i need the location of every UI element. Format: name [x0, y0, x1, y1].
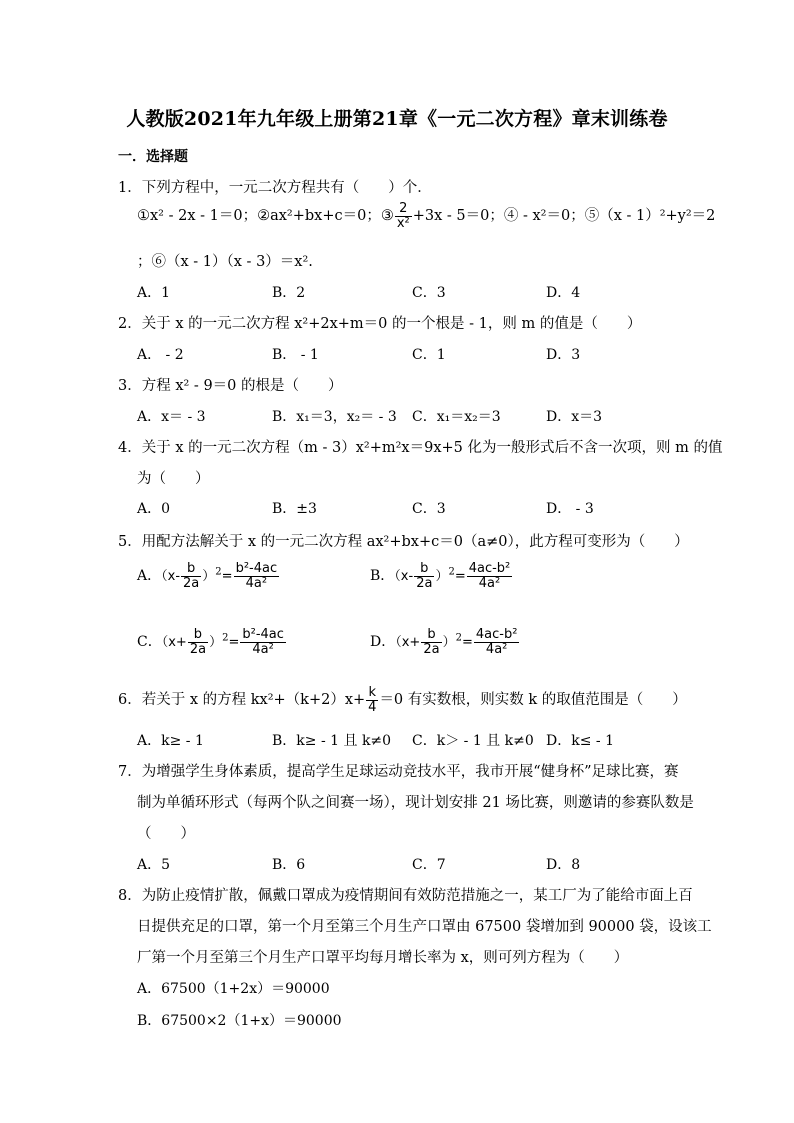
q5-b-pre: （x- [394, 569, 414, 585]
q5-b-frac [414, 562, 434, 590]
question-1-line-1 [137, 202, 715, 230]
q5-c-post: ） [209, 635, 223, 651]
q5-a-den: 2a [183, 575, 200, 591]
question-4-stem: 4．关于 x 的一元二次方程（m - 3）x²+m²x＝9x+5 化为一般形式后不含一次项，则 m 的值 [118, 440, 723, 456]
q6-option-d[interactable]: D．k≤ - 1 [546, 733, 614, 749]
q5-d-post: ） [442, 635, 456, 651]
q1-option-c[interactable]: C．3 [412, 285, 446, 301]
question-4-stem-2: 为（ ） [137, 471, 210, 487]
q3-option-c[interactable]: C．x₁＝x₂＝3 [412, 409, 501, 425]
q5-c-pre: （x+ [161, 635, 187, 651]
q5-c-frac [188, 628, 208, 656]
q5-option-a[interactable]: A．（x- $\frac{b}{2a}$ ）$^2$= $\frac{\text{b²-4ac}}{\text{4a²}}$ [137, 561, 278, 591]
q5-c-label: C． [137, 634, 162, 651]
q1-option-a[interactable]: A．1 [137, 285, 171, 301]
q5-c-rnum: b²-4ac [242, 627, 284, 642]
q5-option-b[interactable]: B．（x- $\frac{b}{2a}$ ）$^2$= $\frac{\text{4ac-b²}}{\text{4a²}}$ [370, 561, 511, 591]
question-7-line-2: 制为单循环形式（每两个队之间赛一场），现计划安排 21 场比赛，则邀请的参赛队数是 [137, 795, 694, 811]
q6-fraction-den: 4 [368, 699, 377, 715]
q5-d-den: 2a [423, 641, 440, 657]
q5-a-num: b [181, 562, 201, 577]
q3-option-d[interactable]: D．x＝3 [546, 409, 603, 425]
section-heading: 一．选择题 [118, 149, 188, 165]
q6-fraction-num: k [366, 686, 378, 701]
q2-option-d[interactable]: D．3 [546, 347, 581, 363]
q5-d-num: b [421, 628, 441, 643]
question-7-line-1: 7．为增强学生身体素质，提高学生足球运动竞技水平，我市开展“健身杯”足球比赛，赛 [118, 764, 679, 780]
page-title: 人教版2021年九年级上册第21章《一元二次方程》章末训练卷 [126, 108, 668, 130]
question-7-line-3: （ ） [137, 826, 195, 842]
q5-d-label: D． [370, 634, 396, 651]
q5-a-rden: 4a² [245, 575, 268, 591]
q6-option-c[interactable]: C．k＞ - 1 且 k≠0 [412, 733, 534, 749]
q1-option-b[interactable]: B．2 [272, 285, 306, 301]
q7-option-a[interactable]: A．5 [137, 857, 171, 873]
q5-d-rfrac [474, 628, 520, 656]
q7-option-c[interactable]: C．7 [412, 857, 446, 873]
q5-a-rnum: b²-4ac [235, 561, 278, 576]
q4-option-c[interactable]: C．3 [412, 501, 446, 517]
q5-c-rfrac [240, 628, 286, 656]
q5-a-frac [181, 562, 201, 590]
q5-b-num: b [414, 562, 434, 577]
q4-option-d[interactable]: D． - 3 [546, 501, 594, 517]
q5-b-post: ） [435, 569, 449, 585]
question-3-stem: 3．方程 x² - 9＝0 的根是（ ） [118, 378, 343, 394]
q6-fraction [366, 686, 378, 714]
q1-option-d[interactable]: D．4 [546, 285, 581, 301]
q1-text-b: +3x - 5＝0；④ - x²＝0；⑤（x - 1）²+y²＝2 [412, 208, 716, 225]
q6-stem-a: 6．若关于 x 的方程 kx²+（k+2）x+ [118, 692, 366, 709]
q5-c-den: 2a [189, 641, 207, 657]
q6-stem-b: ＝0 有实数根，则实数 k 的取值范围是（ ） [379, 692, 687, 709]
q5-c-rden: 4a² [252, 641, 274, 657]
q4-option-b[interactable]: B．±3 [272, 501, 317, 517]
q5-a-pre: （x- [161, 569, 181, 585]
q5-c-num: b [188, 628, 208, 643]
q2-option-a[interactable]: A． - 2 [137, 347, 184, 363]
q6-option-a[interactable]: A．k≥ - 1 [137, 733, 204, 749]
q5-a-post: ） [202, 569, 216, 585]
q2-option-c[interactable]: C．1 [412, 347, 446, 363]
q5-d-frac [421, 628, 441, 656]
q8-option-a[interactable]: A．67500（1+2x）＝90000 [137, 981, 330, 997]
q5-b-label: B． [370, 568, 395, 585]
q1-fraction-den: x² [396, 215, 410, 231]
q7-option-d[interactable]: D．8 [546, 857, 581, 873]
q3-option-b[interactable]: B．x₁＝3，x₂＝ - 3 [272, 409, 397, 425]
q2-option-b[interactable]: B． - 1 [272, 347, 319, 363]
q5-b-rden: 4a² [478, 575, 501, 591]
q6-option-b[interactable]: B．k≥ - 1 且 k≠0 [272, 733, 392, 749]
q5-option-c[interactable]: C．（x+ $\frac{b}{2a}$ ）$^2$= $\frac{\text{b²-4ac}}{\text{4a²}}$ [137, 627, 284, 657]
q5-b-den: 2a [416, 575, 433, 591]
q5-b-rnum: 4ac-b² [468, 561, 511, 576]
question-8-line-2: 日提供充足的口罩，第一个月至第三个月生产口罩由 67500 袋增加到 90000 袋，设该工 [137, 919, 712, 935]
q1-fraction [395, 202, 412, 230]
question-8-line-1: 8．为防止疫情扩散，佩戴口罩成为疫情期间有效防范措施之一，某工厂为了能给市面上百 [118, 888, 693, 904]
q5-d-rden: 4a² [485, 641, 508, 657]
question-1-line-2: ；⑥（x - 1）（x - 3）＝x². [137, 254, 313, 270]
q5-b-rfrac [467, 562, 513, 590]
question-8-line-3: 厂第一个月至第三个月生产口罩平均每月增长率为 x，则可列方程为（ ） [137, 950, 629, 966]
question-1-stem: 1．下列方程中，一元二次方程共有（ ）个． [118, 180, 432, 196]
q8-option-b[interactable]: B．67500×2（1+x）＝90000 [137, 1013, 342, 1029]
q7-option-b[interactable]: B．6 [272, 857, 306, 873]
question-6-stem [118, 686, 687, 714]
q1-fraction-num: 2 [395, 202, 412, 217]
question-2-stem: 2．关于 x 的一元二次方程 x²+2x+m＝0 的一个根是 - 1，则 m 的值是（ ） [118, 316, 642, 332]
question-5-stem: 5．用配方法解关于 x 的一元二次方程 ax²+bx+c＝0（a≠0），此方程可变形为（ ） [118, 534, 689, 550]
q5-a-rfrac [234, 562, 280, 590]
q4-option-a[interactable]: A．0 [137, 501, 171, 517]
q3-option-a[interactable]: A．x＝ - 3 [137, 409, 206, 425]
q5-d-pre: （x+ [395, 635, 421, 651]
q5-option-d[interactable]: D．（x+ $\frac{b}{2a}$ ）$^2$= $\frac{\text{4ac-b²}}{\text{4a²}}$ [370, 627, 518, 657]
q5-a-label: A． [137, 568, 162, 585]
q1-text-a: ①x² - 2x - 1＝0；②ax²+bx+c＝0；③ [137, 208, 394, 225]
q5-d-rnum: 4ac-b² [475, 627, 518, 642]
